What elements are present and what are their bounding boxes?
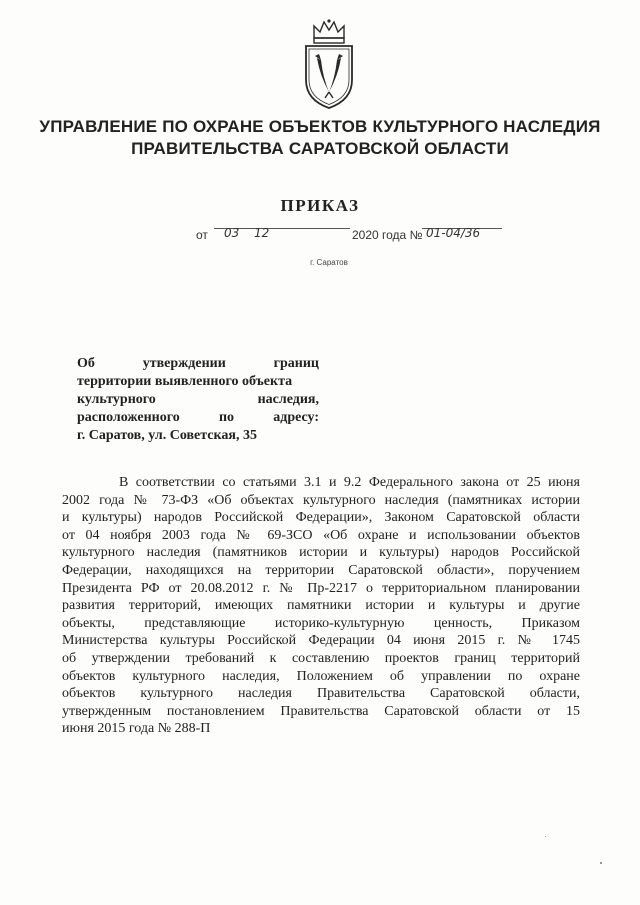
org-name-line-2: ПРАВИТЕЛЬСТВА САРАТОВСКОЙ ОБЛАСТИ <box>131 139 509 158</box>
body-line: объектов культурного наследия Правительства Саратовской области, <box>62 686 580 702</box>
body-line: утвержденным постановлением Правительства Саратовской области от 15 <box>62 703 580 719</box>
document-title: ПРИКАЗ <box>280 196 360 215</box>
subject-line-3: культурного наследия, <box>77 392 319 407</box>
body-line: Министерства культуры Российской Федерации 04 июня 2015 г. № 1745 <box>62 633 580 649</box>
body-line: В соответствии со статьями 3.1 и 9.2 Федерального закона от 25 июня <box>119 475 580 490</box>
body-line: культурного наследия (памятников истории и культуры) народов Российской <box>62 545 580 561</box>
body-line: от 04 ноября 2003 года № 69-ЗСО «Об охране и использовании объектов <box>62 527 580 543</box>
scan-speck <box>545 836 546 837</box>
body-line: об утверждении требований к составлению проектов границ территорий <box>62 650 580 666</box>
subject-line-1: Об утверждении границ <box>77 356 319 371</box>
order-subject <box>77 355 319 445</box>
issuing-organization <box>0 116 640 160</box>
date-prefix: от <box>196 228 208 242</box>
body-line: 2002 года № 73-ФЗ «Об объектах культурного наследия (памятниках истории <box>62 492 580 508</box>
body-line: и культуры) народов Российской Федерации», Законом Саратовской области <box>62 510 580 526</box>
body-line: развития территорий, имеющих памятники истории и культуры и другие <box>62 598 580 614</box>
body-line: Президента РФ от 20.08.2012 г. № Пр-2217 о территориальном планировании <box>62 580 580 596</box>
body-line: июня 2015 года № 288-П <box>62 721 211 737</box>
body-line: объекты, представляющие историко-культурную ценность, Приказом <box>62 615 580 631</box>
subject-line-4: расположенного по адресу: <box>77 410 319 425</box>
year-and-number-label: 2020 года № <box>352 228 423 242</box>
order-number: 01-04/36 <box>426 226 481 240</box>
date-month: 12 <box>254 226 270 240</box>
subject-line-5: г. Саратов, ул. Советская, 35 <box>77 428 257 443</box>
order-preamble <box>62 474 580 738</box>
order-date-number-line <box>196 226 516 246</box>
subject-line-2: территории выявленного объекта <box>77 374 293 389</box>
scan-speck <box>600 862 602 864</box>
saratov-coat-of-arms-icon <box>300 18 358 110</box>
body-line: объектов культурного наследия, Положением об управлении по охране <box>62 668 580 684</box>
org-name-line-1: УПРАВЛЕНИЕ ПО ОХРАНЕ ОБЪЕКТОВ КУЛЬТУРНОГО НАСЛЕДИЯ <box>39 117 601 136</box>
issuing-city: г. Саратов <box>310 258 348 267</box>
body-line: Федерации, находящихся на территории Саратовской области», поручением <box>62 562 580 578</box>
date-day: 03 <box>224 226 240 240</box>
